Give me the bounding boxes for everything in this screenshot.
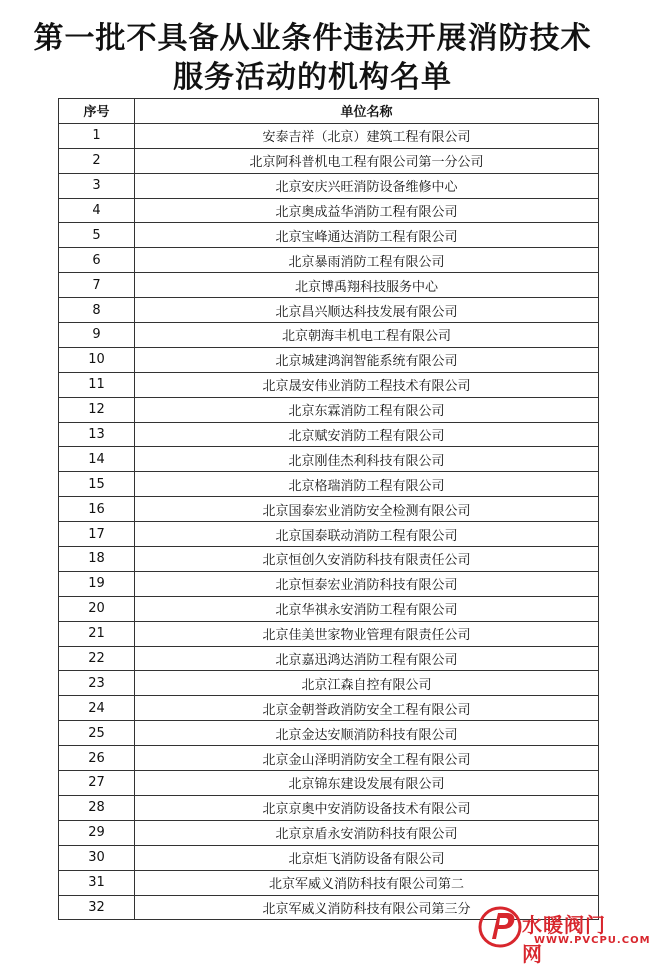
- page-title-line-1: 第一批不具备从业条件违法开展消防技术: [33, 21, 592, 56]
- organization-name-cell: 北京恒泰宏业消防科技有限公司: [135, 571, 599, 596]
- serial-number-cell: 20: [59, 596, 135, 621]
- serial-number-cell: 19: [59, 571, 135, 596]
- organization-name-cell: 北京金达安顺消防科技有限公司: [135, 721, 599, 746]
- serial-number-cell: 21: [59, 621, 135, 646]
- table-row: [59, 472, 599, 497]
- organization-name-cell: 北京东霖消防工程有限公司: [135, 397, 599, 422]
- table-row: [59, 397, 599, 422]
- serial-number-cell: 30: [59, 845, 135, 870]
- serial-number-cell: 26: [59, 746, 135, 771]
- table-row: [59, 671, 599, 696]
- serial-number-cell: 15: [59, 472, 135, 497]
- table-row: [59, 422, 599, 447]
- organization-name-cell: 北京朝海丰机电工程有限公司: [135, 323, 599, 348]
- pvcpu-logo-icon: [478, 905, 524, 949]
- organization-name-cell: 北京嘉迅鸿达消防工程有限公司: [135, 646, 599, 671]
- organization-name-cell: 北京暴雨消防工程有限公司: [135, 248, 599, 273]
- table-row: [59, 845, 599, 870]
- organization-name-cell: 北京锦东建设发展有限公司: [135, 771, 599, 796]
- header-organization-name: 单位名称: [135, 99, 599, 124]
- serial-number-cell: 5: [59, 223, 135, 248]
- table-row: [59, 870, 599, 895]
- table-row: [59, 721, 599, 746]
- table-row: [59, 298, 599, 323]
- serial-number-cell: 18: [59, 547, 135, 572]
- organization-name-cell: 北京刚佳杰利科技有限公司: [135, 447, 599, 472]
- serial-number-cell: 11: [59, 372, 135, 397]
- serial-number-cell: 9: [59, 323, 135, 348]
- serial-number-cell: 24: [59, 696, 135, 721]
- table-row: [59, 447, 599, 472]
- serial-number-cell: 3: [59, 173, 135, 198]
- organization-name-cell: 北京国泰宏业消防安全检测有限公司: [135, 497, 599, 522]
- serial-number-cell: 13: [59, 422, 135, 447]
- organization-name-cell: 北京赋安消防工程有限公司: [135, 422, 599, 447]
- serial-number-cell: 12: [59, 397, 135, 422]
- organization-name-cell: 北京金朝誉政消防安全工程有限公司: [135, 696, 599, 721]
- table-row: [59, 148, 599, 173]
- table-row: [59, 795, 599, 820]
- table-header-row: [59, 99, 599, 124]
- table-row: [59, 123, 599, 148]
- table-row: [59, 248, 599, 273]
- organization-name-cell: 北京江森自控有限公司: [135, 671, 599, 696]
- organization-name-cell: 北京军威义消防科技有限公司第三分: [135, 895, 599, 920]
- table-row: [59, 646, 599, 671]
- organization-name-cell: 北京晟安伟业消防工程技术有限公司: [135, 372, 599, 397]
- table-row: [59, 173, 599, 198]
- header-serial-number: 序号: [59, 99, 135, 124]
- serial-number-cell: 25: [59, 721, 135, 746]
- organization-name-cell: 北京京盾永安消防科技有限公司: [135, 820, 599, 845]
- table-row: [59, 571, 599, 596]
- serial-number-cell: 2: [59, 148, 135, 173]
- organization-name-cell: 北京安庆兴旺消防设备维修中心: [135, 173, 599, 198]
- table-row: [59, 696, 599, 721]
- table-row: [59, 771, 599, 796]
- organization-name-cell: 北京军威义消防科技有限公司第二: [135, 870, 599, 895]
- serial-number-cell: 8: [59, 298, 135, 323]
- organization-name-cell: 北京金山泽明消防安全工程有限公司: [135, 746, 599, 771]
- organization-name-cell: 北京博禹翔科技服务中心: [135, 273, 599, 298]
- serial-number-cell: 4: [59, 198, 135, 223]
- serial-number-cell: 27: [59, 771, 135, 796]
- table-row: [59, 372, 599, 397]
- serial-number-cell: 16: [59, 497, 135, 522]
- organization-name-cell: 北京京奥中安消防设备技术有限公司: [135, 795, 599, 820]
- watermark-url: WWW.PVCPU.COM: [534, 935, 651, 946]
- page-title-line-2: 服务活动的机构名单: [173, 60, 452, 95]
- serial-number-cell: 23: [59, 671, 135, 696]
- organization-name-cell: 北京炬飞消防设备有限公司: [135, 845, 599, 870]
- serial-number-cell: 6: [59, 248, 135, 273]
- table-row: [59, 223, 599, 248]
- watermark: [478, 905, 651, 966]
- organization-table: [58, 98, 599, 920]
- table-row: [59, 746, 599, 771]
- table-body: [59, 123, 599, 920]
- table-row: [59, 621, 599, 646]
- serial-number-cell: 1: [59, 123, 135, 148]
- serial-number-cell: 22: [59, 646, 135, 671]
- watermark-name: 水暖阀门网: [522, 913, 606, 966]
- organization-name-cell: 北京佳美世家物业管理有限责任公司: [135, 621, 599, 646]
- serial-number-cell: 29: [59, 820, 135, 845]
- serial-number-cell: 32: [59, 895, 135, 920]
- organization-name-cell: 北京格瑞消防工程有限公司: [135, 472, 599, 497]
- serial-number-cell: 31: [59, 870, 135, 895]
- serial-number-cell: 17: [59, 522, 135, 547]
- organization-name-cell: 北京宝峰通达消防工程有限公司: [135, 223, 599, 248]
- organization-name-cell: 北京阿科普机电工程有限公司第一分公司: [135, 148, 599, 173]
- table-row: [59, 273, 599, 298]
- organization-name-cell: 北京奥成益华消防工程有限公司: [135, 198, 599, 223]
- organization-name-cell: 北京恒创久安消防科技有限责任公司: [135, 547, 599, 572]
- organization-name-cell: 北京昌兴顺达科技发展有限公司: [135, 298, 599, 323]
- table-row: [59, 596, 599, 621]
- table-row: [59, 547, 599, 572]
- organization-name-cell: 北京华祺永安消防工程有限公司: [135, 596, 599, 621]
- table-row: [59, 198, 599, 223]
- serial-number-cell: 28: [59, 795, 135, 820]
- organization-name-cell: 安泰吉祥（北京）建筑工程有限公司: [135, 123, 599, 148]
- table-row: [59, 497, 599, 522]
- organization-name-cell: 北京城建鸿润智能系统有限公司: [135, 347, 599, 372]
- table-row: [59, 347, 599, 372]
- serial-number-cell: 14: [59, 447, 135, 472]
- serial-number-cell: 7: [59, 273, 135, 298]
- table-row: [59, 323, 599, 348]
- organization-name-cell: 北京国泰联动消防工程有限公司: [135, 522, 599, 547]
- table-row: [59, 820, 599, 845]
- serial-number-cell: 10: [59, 347, 135, 372]
- table-row: [59, 522, 599, 547]
